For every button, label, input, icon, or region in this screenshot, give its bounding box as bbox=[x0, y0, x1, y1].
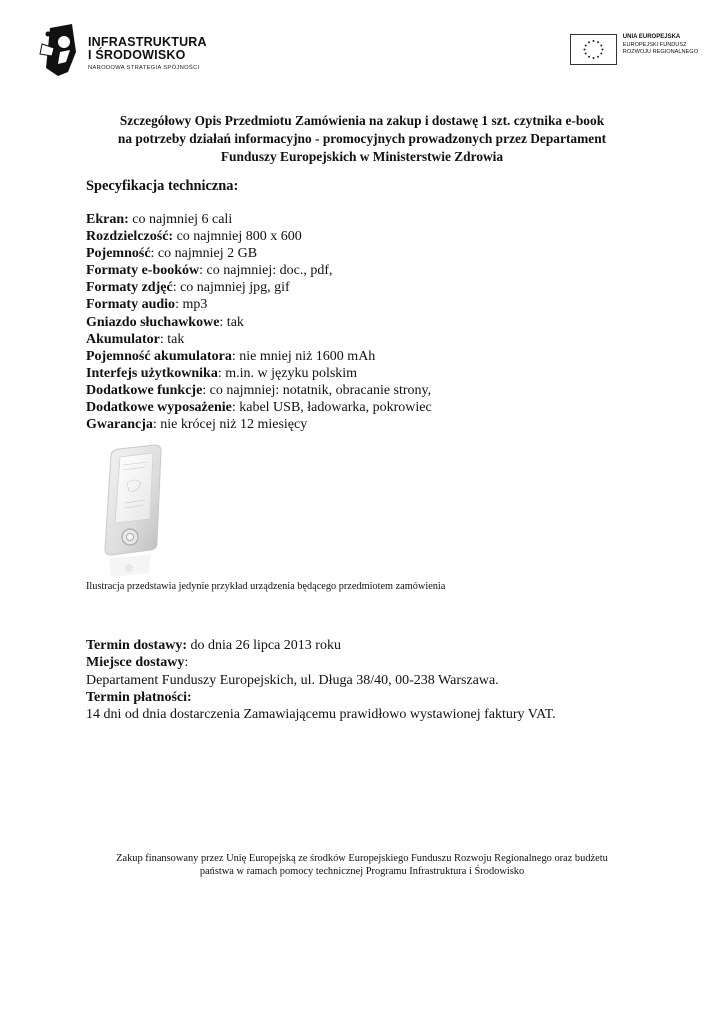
spec-label: Formaty e-booków bbox=[86, 263, 200, 279]
spec-label: Formaty audio bbox=[86, 297, 176, 313]
payment-term-label: Termin płatności: bbox=[86, 689, 192, 705]
spec-row bbox=[86, 348, 432, 365]
spec-label: Pojemność bbox=[86, 246, 151, 262]
infrastruktura-logo bbox=[38, 22, 207, 78]
spec-label: Gwarancja bbox=[86, 417, 153, 433]
logo-subtitle: NARODOWA STRATEGIA SPÓJNOŚCI bbox=[88, 65, 200, 71]
spec-value: co najmniej 800 x 600 bbox=[173, 229, 302, 245]
title-line-3: Funduszy Europejskich w Ministerstwie Zdrowia bbox=[220, 149, 504, 164]
spec-value: : co najmniej 2 GB bbox=[150, 246, 258, 262]
spec-row bbox=[86, 279, 432, 296]
spec-label: Dodatkowe wyposażenie bbox=[86, 400, 232, 416]
delivery-term-label: Termin dostawy: bbox=[86, 638, 187, 653]
spec-row bbox=[86, 365, 432, 382]
spec-value: : co najmniej: notatnik, obracanie strony, bbox=[202, 382, 432, 398]
delivery-place-label: Miejsce dostawy bbox=[86, 655, 185, 671]
ebook-reader-image bbox=[97, 443, 207, 578]
spec-row bbox=[86, 382, 432, 399]
delivery-section bbox=[86, 637, 556, 723]
spec-label: Ekran: bbox=[86, 212, 129, 227]
spec-label: Akumulator bbox=[86, 331, 160, 347]
document-title bbox=[86, 112, 638, 166]
spec-row bbox=[86, 262, 432, 279]
title-line-2: na potrzeby działań informacyjno - promocyjnych prowadzonych przez Departament bbox=[117, 131, 607, 146]
image-caption: Ilustracja przedstawia jedynie przykład urządzenia będącego przedmiotem zamówienia bbox=[86, 581, 446, 592]
payment-term-value: 14 dni od dnia dostarczenia Zamawiającemu prawidłowo wystawionej faktury VAT. bbox=[86, 707, 556, 723]
delivery-place-value: Departament Funduszy Europejskich, ul. Długa 38/40, 00-238 Warszawa. bbox=[86, 672, 499, 688]
eu-logo bbox=[570, 34, 698, 65]
spec-value: co najmniej 6 cali bbox=[128, 212, 233, 227]
spec-value: : nie krócej niż 12 miesięcy bbox=[152, 417, 308, 433]
spec-label: Gniazdo słuchawkowe bbox=[86, 314, 220, 330]
eu-logo-line-1: UNIA EUROPEJSKA bbox=[622, 34, 681, 40]
spec-row bbox=[86, 228, 432, 245]
infrastruktura-emblem-icon bbox=[38, 22, 84, 78]
spec-row bbox=[86, 416, 432, 433]
spec-value: : co najmniej jpg, gif bbox=[172, 280, 290, 296]
footer-line-2: państwa w ramach pomocy technicznej Programu Infrastruktura i Środowisko bbox=[199, 866, 525, 878]
spec-value: : tak bbox=[219, 314, 244, 330]
eu-logo-line-3: ROZWOJU REGIONALNEGO bbox=[622, 49, 698, 55]
payment-term-row bbox=[86, 689, 556, 706]
spec-label: Pojemność akumulatora bbox=[86, 348, 232, 364]
eu-flag-icon bbox=[570, 34, 617, 65]
spec-value: : co najmniej: doc., pdf, bbox=[199, 263, 333, 279]
delivery-place-row bbox=[86, 654, 556, 671]
spec-heading: Specyfikacja techniczna: bbox=[86, 178, 239, 194]
spec-value: : m.in. w języku polskim bbox=[217, 365, 358, 381]
spec-row bbox=[86, 331, 432, 348]
title-line-1: Szczegółowy Opis Przedmiotu Zamówienia na zakup i dostawę 1 szt. czytnika e-book bbox=[119, 113, 605, 128]
spec-value: : mp3 bbox=[175, 297, 208, 313]
delivery-term-value: do dnia 26 lipca 2013 roku bbox=[187, 638, 341, 653]
spec-value: : nie mniej niż 1600 mAh bbox=[231, 348, 376, 364]
spec-row bbox=[86, 314, 432, 331]
page-footer bbox=[62, 852, 662, 878]
logo-line-1: INFRASTRUKTURA bbox=[88, 35, 207, 49]
spec-list bbox=[86, 211, 432, 433]
eu-logo-line-2: EUROPEJSKI FUNDUSZ bbox=[622, 41, 687, 48]
spec-label: Dodatkowe funkcje bbox=[86, 382, 203, 398]
page-header bbox=[38, 22, 698, 82]
spec-value: : kabel USB, ładowarka, pokrowiec bbox=[231, 400, 432, 416]
logo-line-2: I ŚRODOWISKO bbox=[88, 48, 186, 62]
spec-label: Interfejs użytkownika bbox=[86, 365, 218, 381]
footer-line-1: Zakup finansowany przez Unię Europejską ze środków Europejskiego Funduszu Rozwoju Regionalnego oraz budżetu bbox=[116, 853, 608, 864]
spec-row bbox=[86, 211, 432, 228]
spec-label: Formaty zdjęć bbox=[86, 280, 173, 296]
spec-row bbox=[86, 399, 432, 416]
delivery-term-row bbox=[86, 637, 556, 654]
spec-label: Rozdzielczość: bbox=[86, 229, 174, 245]
spec-row bbox=[86, 245, 432, 262]
spec-value: : tak bbox=[159, 331, 185, 347]
delivery-place-colon: : bbox=[184, 655, 189, 671]
spec-row bbox=[86, 296, 432, 313]
